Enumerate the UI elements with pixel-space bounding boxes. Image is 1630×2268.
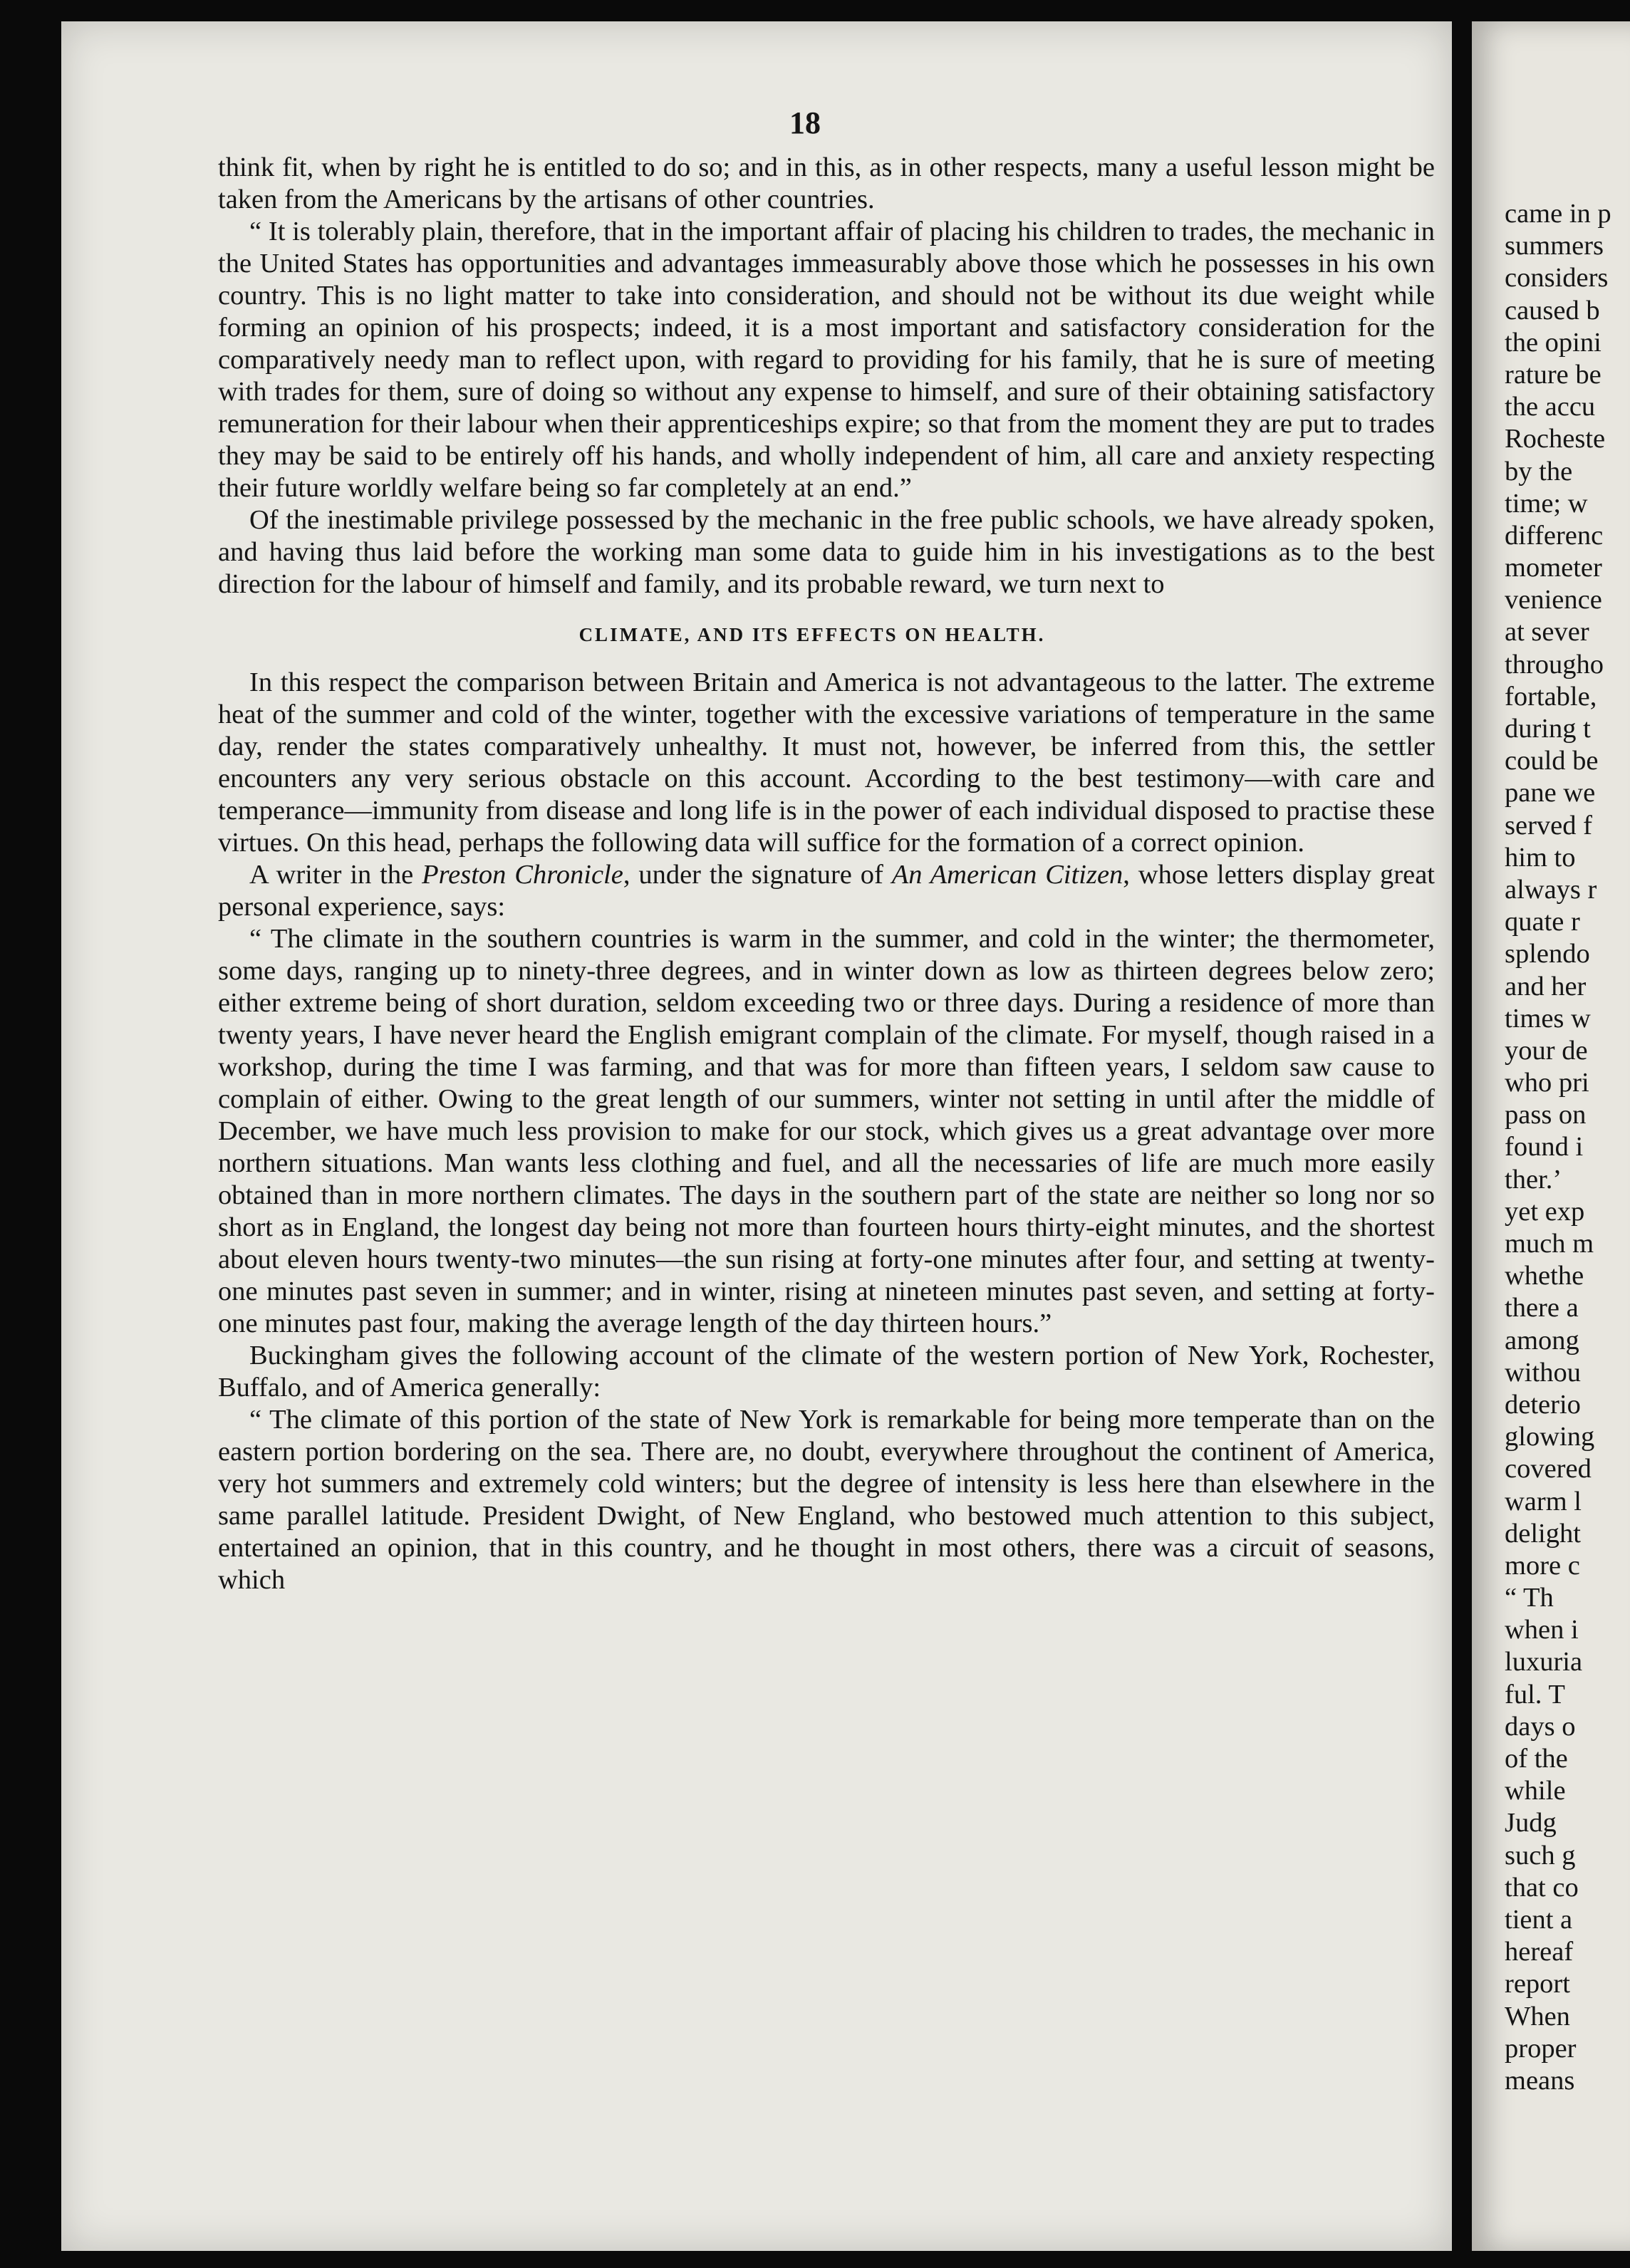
facing-page-line: who pri xyxy=(1505,1068,1589,1098)
facing-page-line: and her xyxy=(1505,971,1587,1002)
paragraph-text: A writer in the xyxy=(249,860,422,890)
facing-page-line: served f xyxy=(1505,810,1592,841)
facing-page-line: time; w xyxy=(1505,488,1588,519)
facing-page-line: differenc xyxy=(1505,520,1604,551)
facing-page-line: means xyxy=(1505,2065,1575,2096)
facing-page-line: glowing xyxy=(1505,1422,1595,1452)
facing-page-line: splendo xyxy=(1505,939,1590,969)
facing-page-line: when i xyxy=(1505,1615,1579,1645)
section-heading: CLIMATE, AND ITS EFFECTS ON HEALTH. xyxy=(578,624,1046,645)
facing-page-line: the opini xyxy=(1505,327,1602,358)
facing-page-line: whethe xyxy=(1505,1261,1584,1291)
facing-page-line: mometer xyxy=(1505,553,1602,583)
facing-page-line: “ Th xyxy=(1505,1583,1554,1613)
paragraph: In this respect the comparison between Britain and America is not advantageous to the latter. The extreme heat of the summer and cold of the winter, together with the excessive variations of temperature in the same day, render the states comparatively unhealthy. It must not, however, be inferred from this, the settler encounters any very serious obstacle on this account. According to the best testimony—with care and temperance—immunity from disease and long life is in the power of each individual disposed to practise these virtues. On this head, perhaps the following data will suffice for the formation of a correct opinion. xyxy=(218,667,1435,858)
facing-page-line: more c xyxy=(1505,1550,1580,1581)
facing-page-line: of the xyxy=(1505,1744,1568,1774)
facing-page-line: always r xyxy=(1505,874,1597,905)
facing-page-line: by the xyxy=(1505,456,1573,487)
facing-page-line: considers xyxy=(1505,263,1609,293)
facing-page-line: warm l xyxy=(1505,1486,1582,1517)
facing-page-line: yet exp xyxy=(1505,1196,1585,1227)
page-content xyxy=(218,107,1435,1596)
facing-page-line: ful. T xyxy=(1505,1679,1565,1710)
paragraph: Of the inestimable privilege possessed by the mechanic in the free public schools, we have already spoken, and having thus laid before the working man some data to guide him in his investigations as to the best direction for the labour of himself and family, and its probable reward, we turn next to xyxy=(218,505,1435,599)
facing-page-line: withou xyxy=(1505,1357,1581,1388)
newspaper-title: Preston Chronicle xyxy=(422,860,623,890)
facing-page-line: rature be xyxy=(1505,359,1602,390)
quoted-paragraph: “ The climate of this portion of the state of New York is remarkable for being more temperate than on the eastern portion bordering on the sea. There are, no doubt, everywhere throughout the continent of America, very hot summers and extremely cold winters; but the degree of intensity is less here than elsewhere in the same parallel latitude. President Dwight, of New England, who bestowed much attention to this subject, entertained an opinion, that in this country, and he thought in most others, there was a circuit of seasons, which xyxy=(218,1405,1435,1595)
facing-page-line: that co xyxy=(1505,1872,1579,1903)
facing-page-line: days o xyxy=(1505,1711,1576,1742)
paragraph: “ It is tolerably plain, therefore, that in the important affair of placing his children to trades, the mechanic in the United States has opportunities and advantages immeasurably above those which he possesses in his own country. This is no light matter to take into consideration, and should not be without its due weight while forming an opinion of his prospects; indeed, it is a most important and satisfactory consideration for the comparatively needy man to reflect upon, with regard to providing for his family, that he is sure of meeting with trades for them, sure of doing so without any expense to himself, and sure of their obtaining satisfactory remuneration for their labour when their apprenticeships expire; so that from the moment they are put to trades they may be said to be entirely off his hands, and wholly independent of him, all care and anxiety respecting their future worldly welfare being so far completely at an end.” xyxy=(218,217,1435,503)
facing-page-line: the accu xyxy=(1505,392,1596,422)
facing-page-line: report xyxy=(1505,1969,1570,1999)
facing-page-line: found i xyxy=(1505,1132,1584,1162)
facing-page-line: Judg xyxy=(1505,1808,1557,1838)
facing-page-line: proper xyxy=(1505,2033,1577,2064)
facing-page-line: pane we xyxy=(1505,778,1596,808)
facing-page-line: there a xyxy=(1505,1293,1579,1323)
facing-page-line: covered xyxy=(1505,1454,1592,1484)
facing-page-line: quate r xyxy=(1505,907,1580,937)
facing-page-line: venience xyxy=(1505,585,1602,615)
facing-page-line: luxuria xyxy=(1505,1647,1583,1677)
facing-page-line: during t xyxy=(1505,714,1591,744)
facing-page-line: pass on xyxy=(1505,1100,1587,1130)
paragraph: think fit, when by right he is entitled to do so; and in this, as in other respects, many a useful lesson might be taken from the Americans by the artisans of other countries. xyxy=(218,152,1435,214)
facing-page-line: while xyxy=(1505,1776,1566,1806)
facing-page-line: came in p xyxy=(1505,199,1611,229)
facing-page-line: ther.’ xyxy=(1505,1164,1562,1195)
facing-page-line: could be xyxy=(1505,746,1599,776)
facing-page-line: fortable, xyxy=(1505,681,1597,712)
facing-page-line: caused b xyxy=(1505,295,1600,326)
paragraph: Buckingham gives the following account of the climate of the western portion of New York, Rochester, Buffalo, and of America generally: xyxy=(218,1341,1435,1403)
facing-page-line: hereaf xyxy=(1505,1937,1574,1967)
paragraph-text: , whose letters display great personal experience, says: xyxy=(218,860,1435,922)
facing-page-line: delight xyxy=(1505,1518,1581,1549)
facing-page-line: summers xyxy=(1505,231,1604,261)
facing-page-line: tient a xyxy=(1505,1904,1573,1935)
facing-page-line: times w xyxy=(1505,1003,1591,1034)
facing-page-line: your de xyxy=(1505,1035,1588,1066)
paragraph xyxy=(218,859,1435,923)
facing-page-line: througho xyxy=(1505,649,1604,680)
facing-page-line: Rocheste xyxy=(1505,424,1606,454)
facing-page xyxy=(1472,21,1630,2251)
facing-page-line: deterio xyxy=(1505,1389,1581,1420)
quoted-paragraph: “ The climate in the southern countries is warm in the summer, and cold in the winter; the thermometer, some days, ranging up to ninety-three degrees, and in winter down as low as thirteen degrees below zero; either extreme being of short duration, seldom exceeding two or three days. During a residence of more than twenty years, I have never heard the English emigrant complain of the climate. For myself, though raised in a workshop, during the time I was farming, and that was for more than fifteen years, I seldom saw cause to complain of either. Owing to the great length of our summers, winter not setting in until after the middle of December, we have much less provision to make for our stock, which gives us a great advantage over more northern situations. Man wants less clothing and fuel, and all the necessaries of life are much more easily obtained than in more northern climates. The days in the southern part of the state are neither so long nor so short as in England, the longest day being not more than fourteen hours thirty-eight minutes, and the shortest about eleven hours twenty-two minutes—the sun rising at forty-one minutes after four, and setting at twenty-one minutes past seven in summer; and in winter, rising at nineteen minutes past seven, and setting at forty-one minutes past four, making the average length of the day thirteen hours.” xyxy=(218,924,1435,1338)
paragraph-text: , under the signature of xyxy=(623,860,892,890)
book-page xyxy=(61,21,1452,2251)
facing-page-line: such g xyxy=(1505,1840,1576,1871)
facing-page-text xyxy=(1505,198,1630,2097)
facing-page-line: When xyxy=(1505,2001,1570,2032)
facing-page-line: him to xyxy=(1505,842,1576,873)
facing-page-line: among xyxy=(1505,1325,1579,1356)
pseudonym: An American Citizen xyxy=(891,860,1123,890)
facing-page-line: much m xyxy=(1505,1229,1594,1259)
page-number: 18 xyxy=(789,105,821,140)
facing-page-line: at sever xyxy=(1505,617,1589,647)
